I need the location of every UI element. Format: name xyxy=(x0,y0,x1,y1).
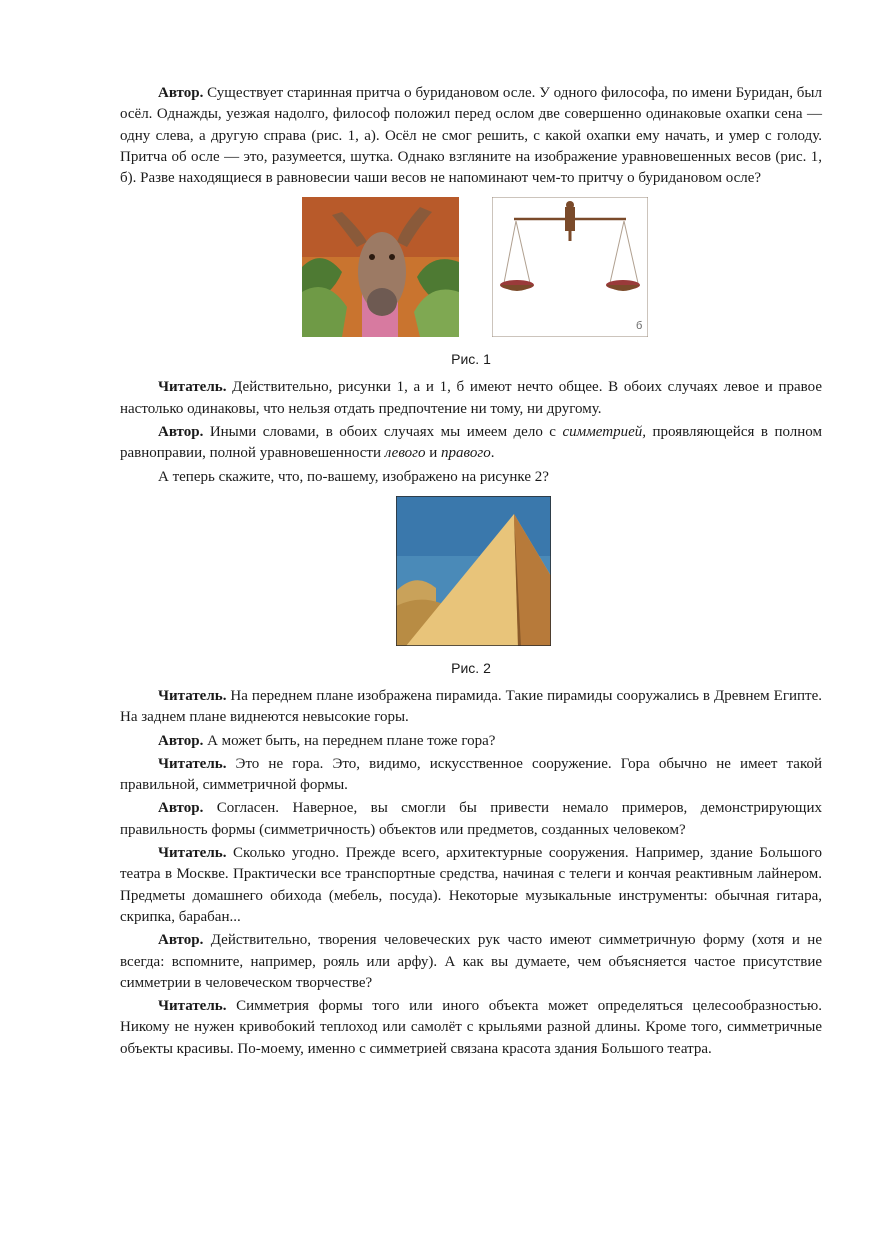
speaker-label: Автор. xyxy=(158,85,204,101)
emphasis-right: правого xyxy=(441,445,491,462)
figure-1-label-b: б xyxy=(636,320,643,333)
speaker-label: Читатель. xyxy=(158,755,227,772)
paragraph-text: Действительно, рисунки 1, а и 1, б имеют нечто общее. В обоих случаях левое и правое настолько одинаковы, что нельзя отдать предпочтение ни тому, ни другому. xyxy=(120,379,822,417)
speaker-label: Автор. xyxy=(158,424,204,441)
paragraph-text: Иными словами, в обоих случаях мы имеем дело с xyxy=(203,424,563,441)
paragraph-reader-1 xyxy=(120,377,822,420)
paragraph-author-intro xyxy=(120,83,822,189)
paragraph-reader-2 xyxy=(120,686,822,729)
speaker-label: Автор. xyxy=(158,800,204,817)
paragraph-reader-4 xyxy=(120,843,822,928)
speaker-label: Автор. xyxy=(158,932,204,949)
paragraph-text: Сколько угодно. Прежде всего, архитектурные сооружения. Например, здание Большого театра в Москве. Практически все транспортные средства, начиная с телеги и кончая реактивным лайнером. Предметы домашнего обихода (мебель, посуда). Некоторые музыкальные инструменты: обычная гитара, скрипка, барабан... xyxy=(120,845,822,925)
paragraph-author-symmetry xyxy=(120,422,822,465)
paragraph-author-4 xyxy=(120,930,822,994)
paragraph-author-2 xyxy=(120,731,822,752)
paragraph-reader-3 xyxy=(120,754,822,797)
figure-2-caption: Рис. 2 xyxy=(451,659,491,676)
pyramid-illustration xyxy=(396,496,551,646)
paragraph-text: Согласен. Наверное, вы смогли бы привести немало примеров, демонстрирующих правильность формы (симметричность) объектов или предметов, созданных человеком? xyxy=(120,800,822,838)
speaker-label: Читатель. xyxy=(158,845,227,862)
page-content xyxy=(120,83,822,1062)
speaker-label: Читатель. xyxy=(158,379,227,396)
paragraph-question: А теперь скажите, что, по-вашему, изображено на рисунке 2? xyxy=(158,468,549,485)
paragraph-author-3 xyxy=(120,798,822,841)
paragraph-text: Существует старинная притча о буридановом осле. У одного философа, по имени Буридан, был осёл. Однажды, уезжая надолго, философ положил перед ослом две совершенно одинаковые охапки сена — одну слева, а другую справа (рис. 1, а). Осёл не смог решить, с какой охапки ему начать, и умер с голоду. Притча об осле — это, разумеется, шутка. Однако взгляните на изображение уравновешенных весов (рис. 1, б). Разве находящиеся в равновесии чаши весов не напоминают чем-то притчу о буридановом осле? xyxy=(120,85,822,187)
figure-1 xyxy=(120,197,822,337)
speaker-label: Автор. xyxy=(158,732,204,749)
paragraph-text: А может быть, на переднем плане тоже гора? xyxy=(203,732,496,749)
balance-scales-illustration xyxy=(492,197,648,337)
figure-1-caption: Рис. 1 xyxy=(451,351,491,368)
speaker-label: Читатель. xyxy=(158,998,227,1015)
emphasis-symmetry: симметрией, xyxy=(562,424,646,441)
speaker-label: Читатель. xyxy=(158,687,227,704)
paragraph-text: Симметрия формы того или иного объекта может определяться целесообразностью. Никому не нужен кривобокий теплоход или самолёт с крыльями разной длины. Кроме того, симметричные объекты красивы. По-моему, именно с симметрией связана красота здания Большого театра. xyxy=(120,998,822,1057)
paragraph-text: Действительно, творения человеческих рук часто имеют симметричную форму (хотя и не всегда: вспомните, например, рояль или арфу). А как вы думаете, чем объясняется частое присутствие симметрии в человеческом творчестве? xyxy=(120,932,822,991)
paragraph-text: . xyxy=(490,445,495,462)
paragraph-text: Это не гора. Это, видимо, искусственное сооружение. Гора обычно не имеет такой правильной, симметричной формы. xyxy=(120,755,822,794)
paragraph-text: На переднем плане изображена пирамида. Такие пирамиды сооружались в Древнем Египте. На заднем плане виднеются невысокие горы. xyxy=(120,687,822,726)
emphasis-left: левого xyxy=(384,445,426,462)
paragraph-text: и xyxy=(425,445,442,462)
paragraph-reader-5 xyxy=(120,996,822,1060)
figure-2 xyxy=(120,496,822,646)
paragraph-text: проявляющейся в полном равноправии, полной уравновешенности xyxy=(120,424,822,462)
donkey-illustration xyxy=(302,197,459,337)
